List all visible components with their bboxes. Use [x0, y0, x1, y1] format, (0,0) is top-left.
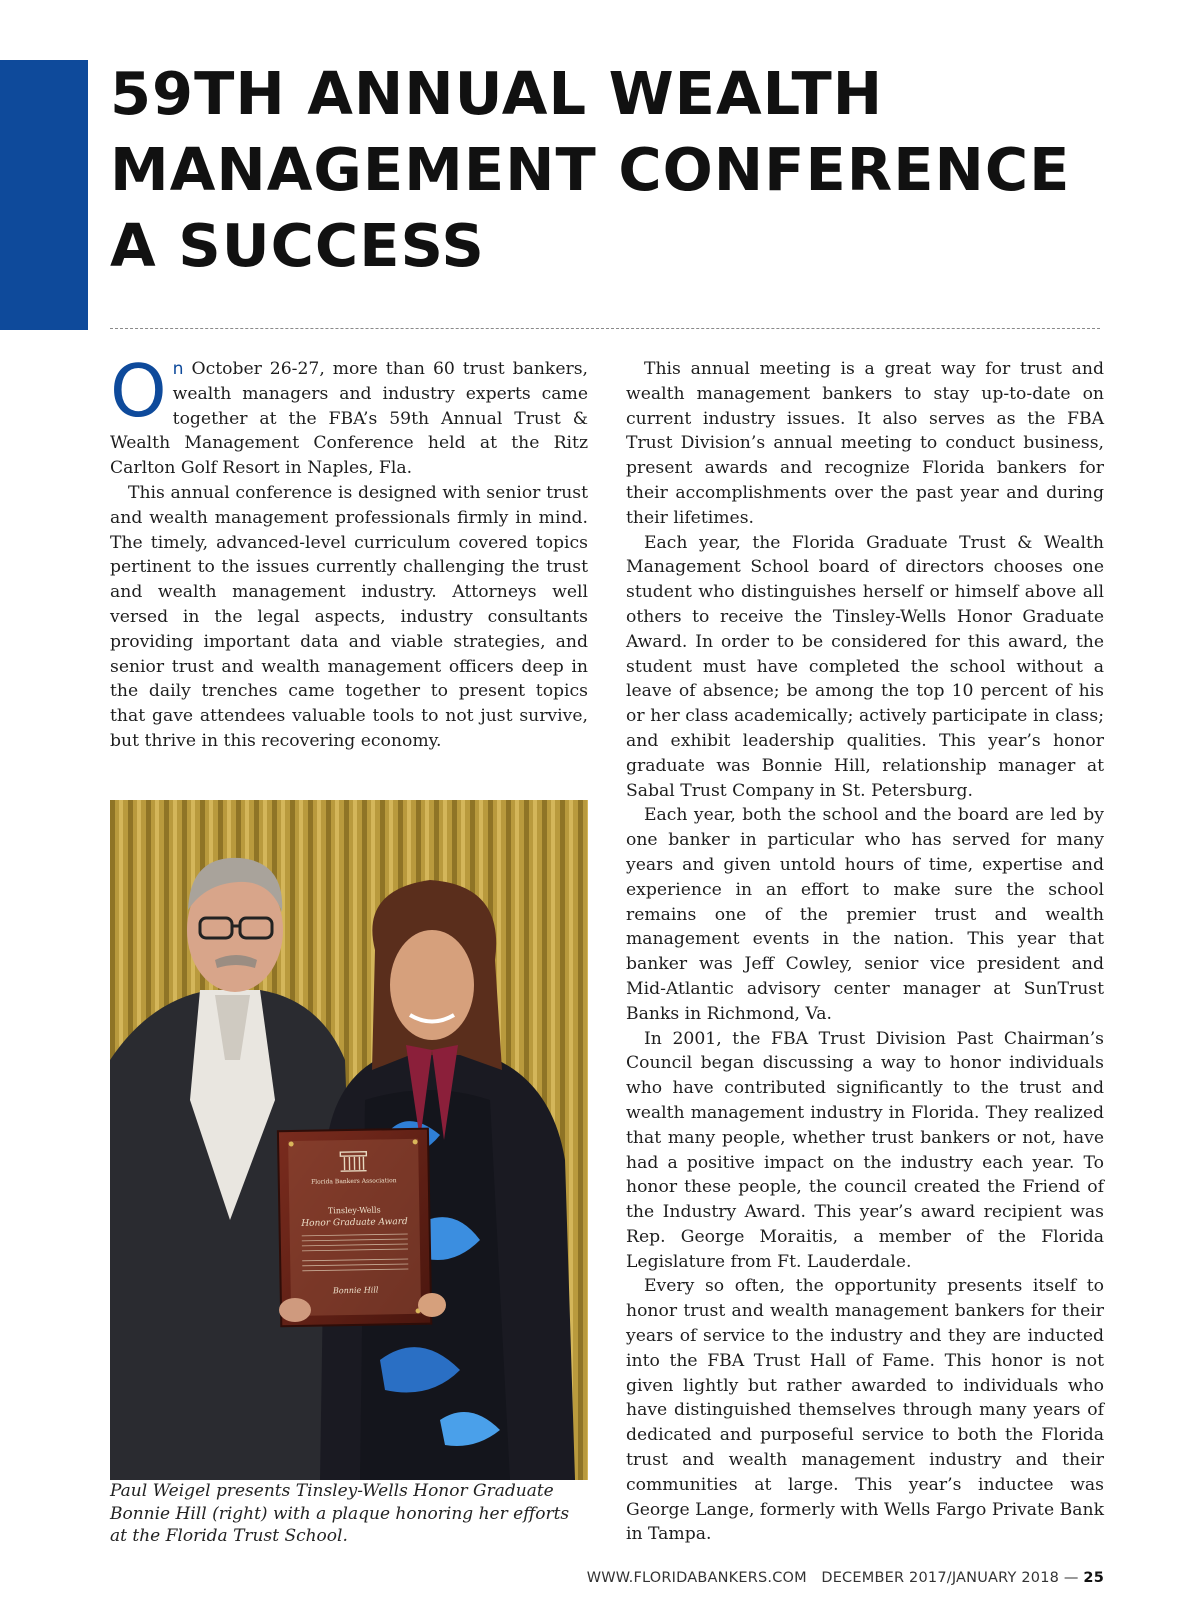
- award-photo: [110, 800, 588, 1480]
- page-number: 25: [1083, 1570, 1104, 1586]
- paragraph-2: This annual conference is designed with senior trust and wealth management professionals firmly in mind. The timely, advanced-level curriculum covered topics pertinent to the issues currently challenging the trust and wealth management industry. Attorneys well versed in the legal aspects, industry consultants providing important data and viable strategies, and senior trust and wealth management officers deep in the daily trenches came together to present topics that gave attendees valuable tools to not just survive, but thrive in this recovering economy.: [110, 482, 588, 751]
- paragraph-1: [110, 349, 588, 481]
- title-line-1: 59TH ANNUAL WEALTH: [110, 59, 884, 128]
- title-line-3: A SUCCESS: [110, 211, 485, 280]
- right-column: [626, 357, 1104, 1547]
- footer-website: WWW.FLORIDABANKERS.COM: [586, 1570, 807, 1586]
- plaque-line-1: Florida Bankers Association: [311, 1177, 397, 1186]
- paragraph-3: This annual meeting is a great way for trust and wealth management bankers to stay up-to-date on current industry issues. It also serves as the FBA Trust Division’s annual meeting to conduct business, present awards and recognize Florida bankers for their accomplishments over the past year and during their lifetimes.: [626, 359, 1104, 528]
- footer-separator: —: [1063, 1570, 1079, 1586]
- dashed-divider: [110, 328, 1100, 329]
- left-column: [110, 349, 588, 754]
- plaque-signature: Bonnie Hill: [332, 1285, 379, 1296]
- paragraph-7: Every so often, the opportunity presents itself to honor trust and wealth management bankers for their years of service to the industry and they are inducted into the FBA Trust Hall of Fame. This honor is not given lightly but rather awarded to individuals who have distinguished themselves through many years of dedicated and purposeful service to both the Florida trust and wealth management industry and their communities at large. This year’s inductee was George Lange, formerly with Wells Fargo Private Bank in Tampa.: [626, 1276, 1104, 1545]
- paragraph-6: In 2001, the FBA Trust Division Past Chairman’s Council began discussing a way to honor individuals who have contributed significantly to the trust and wealth management industry in Florida. They realized that many people, whether trust bankers or not, have had a positive impact on the industry each year. To honor these people, the council created the Friend of the Industry Award. This year’s award recipient was Rep. George Moraitis, a member of the Florida Legislature from Ft. Lauderdale.: [626, 1028, 1104, 1272]
- paragraph-1-text: October 26-27, more than 60 trust bankers, wealth managers and industry experts came together at the FBA’s 59th Annual Trust & Wealth Management Conference held at the Ritz Carlton Golf Resort in Naples, Fla.: [110, 359, 588, 479]
- award-plaque: [278, 1129, 431, 1327]
- title-line-2: MANAGEMENT CONFERENCE: [110, 135, 1071, 204]
- page-footer: [587, 1570, 1104, 1586]
- footer-issue-date: DECEMBER 2017/JANUARY 2018: [821, 1570, 1060, 1586]
- drop-cap: O: [110, 349, 167, 433]
- plaque-line-2: Tinsley-Wells: [327, 1205, 381, 1216]
- paragraph-5: Each year, both the school and the board are led by one banker in particular who has served for many years and given untold hours of time, expertise and experience in an effort to make sure the school remains one of the premier trust and wealth management events in the nation. This year that banker was Jeff Cowley, senior vice president and Mid-Atlantic advisory center manager at SunTrust Banks in Richmond, Va.: [626, 805, 1104, 1024]
- lead-in: n: [172, 359, 184, 379]
- article-title: [110, 56, 1170, 284]
- plaque-line-3: Honor Graduate Award: [301, 1216, 408, 1229]
- paragraph-4: Each year, the Florida Graduate Trust & Wealth Management School board of directors chooses one student who distinguishes herself or himself above all others to receive the Tinsley-Wells Honor Graduate Award. In order to be considered for this award, the student must have completed the school without a leave of absence; be among the top 10 percent of his or her class academically; actively participate in class; and exhibit leadership qualities. This year’s honor graduate was Bonnie Hill, relationship manager at Sabal Trust Company in St. Petersburg.: [626, 532, 1104, 801]
- accent-bar: [0, 60, 88, 330]
- photo-caption: Paul Weigel presents Tinsley-Wells Honor Graduate Bonnie Hill (right) with a plaque honoring her efforts at the Florida Trust School.: [110, 1481, 570, 1546]
